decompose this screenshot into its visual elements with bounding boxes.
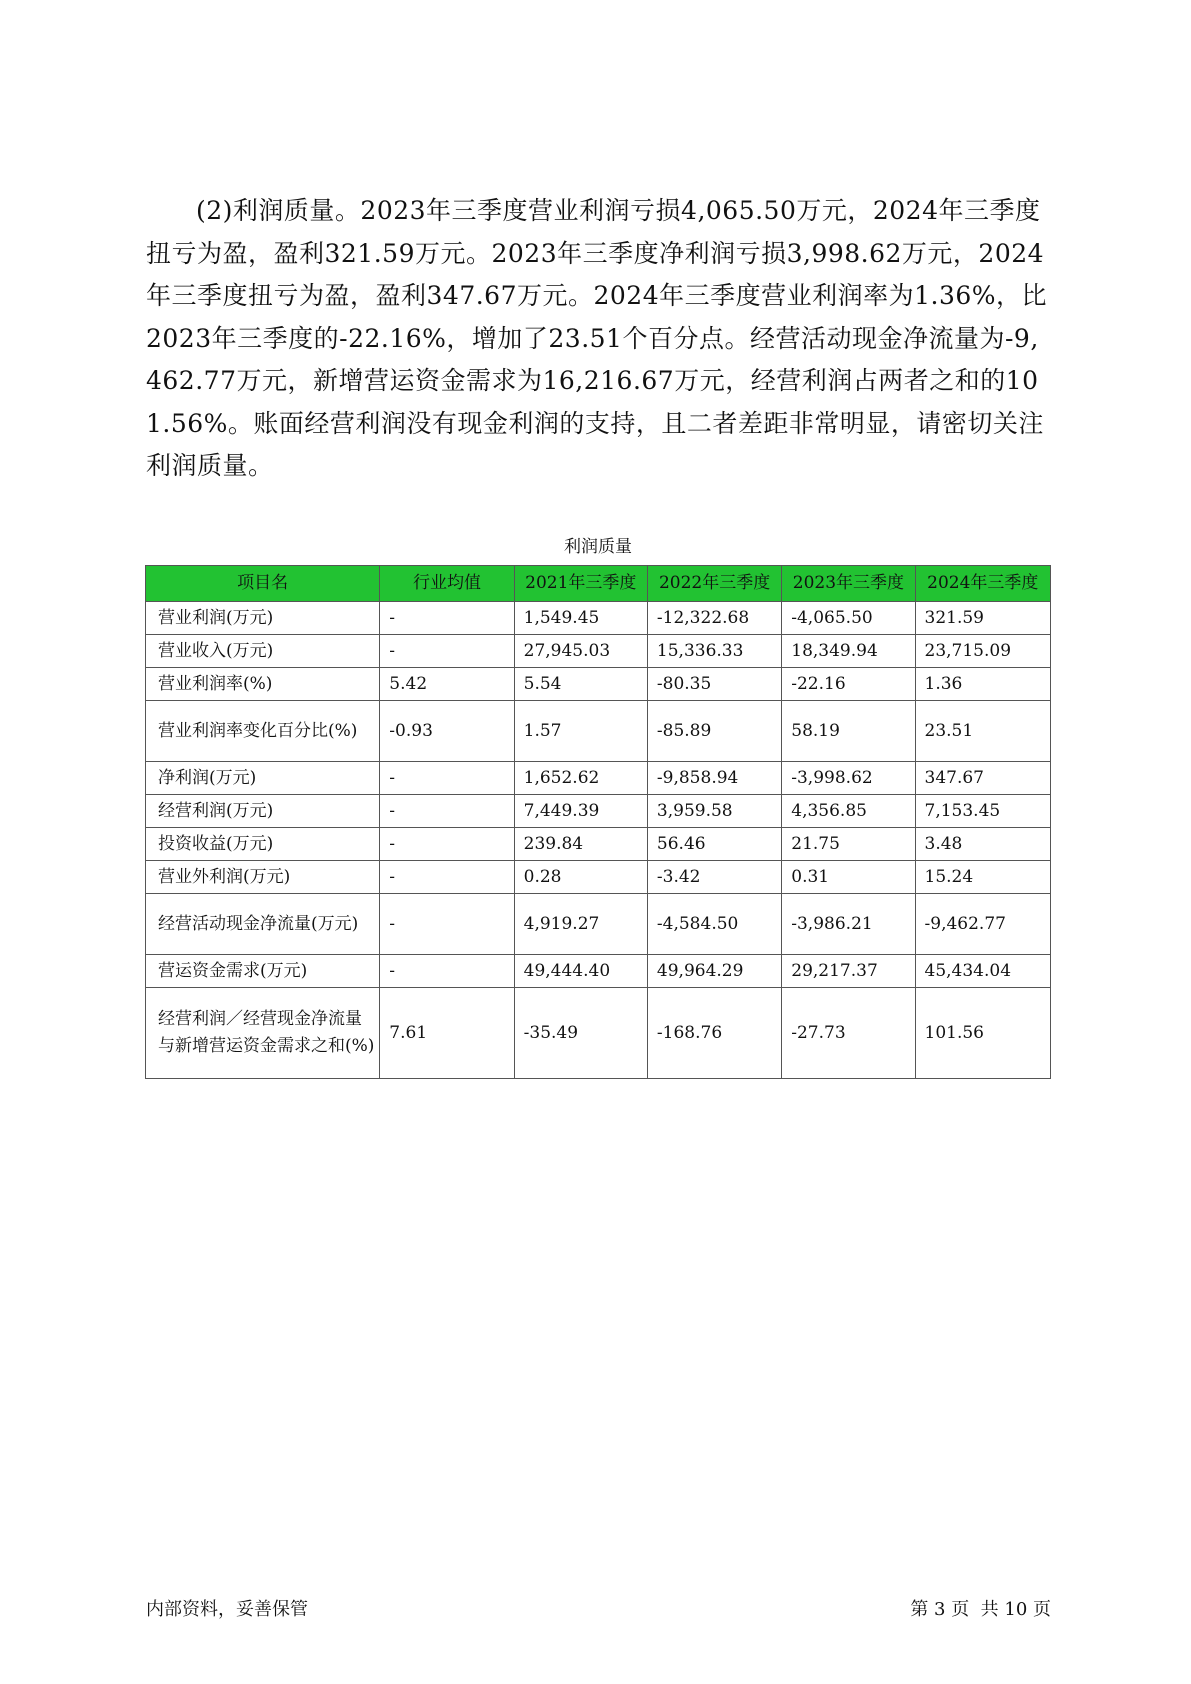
table-row — [146, 828, 1051, 861]
table-cell: -9,462.77 — [915, 894, 1050, 955]
table-row — [146, 635, 1051, 668]
table-cell: -3,998.62 — [782, 762, 915, 795]
table-cell: -35.49 — [514, 988, 647, 1079]
header-2024-q3: 2024年三季度 — [915, 566, 1050, 602]
footer-confidential-note: 内部资料，妥善保管 — [146, 1599, 308, 1620]
table-cell: -4,065.50 — [782, 602, 915, 635]
table-row — [146, 668, 1051, 701]
table-cell: 29,217.37 — [782, 955, 915, 988]
table-header-row — [146, 566, 1051, 602]
table-cell: 4,356.85 — [782, 795, 915, 828]
table-cell: -4,584.50 — [647, 894, 781, 955]
body-paragraph: (2)利润质量。2023年三季度营业利润亏损4,065.50万元，2024年三季度扭亏为盈，盈利321.59万元。2023年三季度净利润亏损3,998.62万元，2024年三季度扭亏为盈，盈利347.67万元。2024年三季度营业利润率为1.36%，比2023年三季度的-22.16%，增加了23.51个百分点。经营活动现金净流量为-9,462.77万元，新增营运资金需求为16,216.67万元，经营利润占两者之和的101.56%。账面经营利润没有现金利润的支持，且二者差距非常明显，请密切关注利润质量。 — [146, 196, 1048, 480]
table-cell: -0.93 — [380, 701, 514, 762]
table-cell: 0.31 — [782, 861, 915, 894]
table-row — [146, 701, 1051, 762]
table-cell: -168.76 — [647, 988, 781, 1079]
row-label: 营业利润(万元) — [146, 602, 380, 635]
table-cell: 1.36 — [915, 668, 1050, 701]
row-label: 经营利润(万元) — [146, 795, 380, 828]
table-cell: - — [380, 762, 514, 795]
table-row — [146, 861, 1051, 894]
table-cell: 21.75 — [782, 828, 915, 861]
table-cell: 23.51 — [915, 701, 1050, 762]
table-cell: 56.46 — [647, 828, 781, 861]
row-label: 经营利润／经营现金净流量与新增营运资金需求之和(%) — [146, 988, 380, 1079]
table-caption: 利润质量 — [564, 537, 632, 557]
table-cell: - — [380, 795, 514, 828]
table-cell: 49,444.40 — [514, 955, 647, 988]
table-cell: 239.84 — [514, 828, 647, 861]
profit-quality-table — [145, 565, 1051, 1079]
row-label: 净利润(万元) — [146, 762, 380, 795]
row-label: 经营活动现金净流量(万元) — [146, 894, 380, 955]
table-row — [146, 894, 1051, 955]
table-cell: 7.61 — [380, 988, 514, 1079]
table-cell: 15.24 — [915, 861, 1050, 894]
table-row — [146, 955, 1051, 988]
table-cell: 15,336.33 — [647, 635, 781, 668]
table-cell: 7,153.45 — [915, 795, 1050, 828]
table-cell: 7,449.39 — [514, 795, 647, 828]
header-2021-q3: 2021年三季度 — [514, 566, 647, 602]
table-cell: 347.67 — [915, 762, 1050, 795]
table-cell: - — [380, 861, 514, 894]
row-label: 营业收入(万元) — [146, 635, 380, 668]
header-2023-q3: 2023年三季度 — [782, 566, 915, 602]
row-label: 投资收益(万元) — [146, 828, 380, 861]
table-row — [146, 762, 1051, 795]
table-cell: -27.73 — [782, 988, 915, 1079]
table-cell: - — [380, 635, 514, 668]
table-cell: 5.42 — [380, 668, 514, 701]
table-row — [146, 795, 1051, 828]
table-cell: 18,349.94 — [782, 635, 915, 668]
table-cell: 1.57 — [514, 701, 647, 762]
table-cell: 27,945.03 — [514, 635, 647, 668]
header-industry-average: 行业均值 — [380, 566, 514, 602]
row-label: 营业外利润(万元) — [146, 861, 380, 894]
table-cell: -85.89 — [647, 701, 781, 762]
header-item-name: 项目名 — [146, 566, 380, 602]
table-cell: 101.56 — [915, 988, 1050, 1079]
table-cell: -3.42 — [647, 861, 781, 894]
table-cell: 1,549.45 — [514, 602, 647, 635]
row-label: 营业利润率变化百分比(%) — [146, 701, 380, 762]
table-cell: 3,959.58 — [647, 795, 781, 828]
table-cell: - — [380, 828, 514, 861]
table-cell: -80.35 — [647, 668, 781, 701]
table-cell: 4,919.27 — [514, 894, 647, 955]
row-label: 营运资金需求(万元) — [146, 955, 380, 988]
table-cell: 321.59 — [915, 602, 1050, 635]
table-cell: -12,322.68 — [647, 602, 781, 635]
row-label: 营业利润率(%) — [146, 668, 380, 701]
table-cell: - — [380, 894, 514, 955]
table-cell: 58.19 — [782, 701, 915, 762]
footer-page-number: 第 3 页 共 10 页 — [910, 1599, 1051, 1620]
table-cell: - — [380, 602, 514, 635]
header-2022-q3: 2022年三季度 — [647, 566, 781, 602]
table-cell: -22.16 — [782, 668, 915, 701]
table-row — [146, 602, 1051, 635]
table-row — [146, 988, 1051, 1079]
table-cell: -9,858.94 — [647, 762, 781, 795]
table-cell: -3,986.21 — [782, 894, 915, 955]
table-cell: 49,964.29 — [647, 955, 781, 988]
table-cell: 23,715.09 — [915, 635, 1050, 668]
table-cell: 45,434.04 — [915, 955, 1050, 988]
table-cell: - — [380, 955, 514, 988]
table-cell: 1,652.62 — [514, 762, 647, 795]
table-cell: 3.48 — [915, 828, 1050, 861]
table-cell: 0.28 — [514, 861, 647, 894]
table-cell: 5.54 — [514, 668, 647, 701]
